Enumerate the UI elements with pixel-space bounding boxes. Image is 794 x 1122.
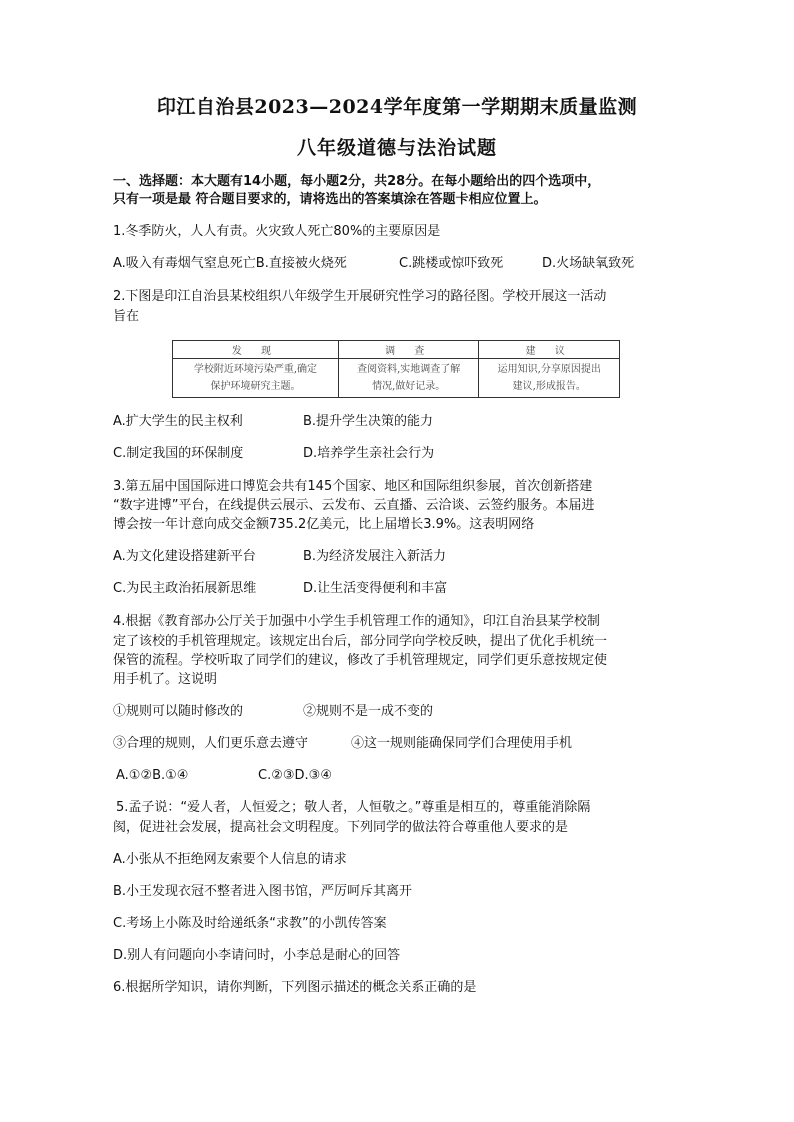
question-5-option-d: D.别人有问题向小李请问时，小李总是耐心的回答 bbox=[113, 948, 401, 963]
question-4-stem-line2: 定了该校的手机管理规定。该规定出台后，部分同学向学校反映，提出了优化手机统一 bbox=[113, 634, 608, 649]
question-3-option-c: C.为民主政治拓展新思维 bbox=[113, 581, 257, 596]
question-3-stem-line3: 博会按一年计意向成交金额735.2亿美元，比上届增长3.9%。这表明网络 bbox=[113, 517, 535, 532]
table-header-row bbox=[173, 341, 620, 359]
question-1-stem: 1.冬季防火，人人有责。火灾致人死亡80%的主要原因是 bbox=[113, 224, 441, 239]
question-1-option-ab: A.吸入有毒烟气窒息死亡B.直接被火烧死 bbox=[113, 256, 347, 271]
question-4-stem-line1: 4.根据《教育部办公厅关于加强中小学生手机管理工作的通知》，印江自治县某学校制 bbox=[113, 614, 600, 629]
table-cell-line: 运用知识,分享原因提出 bbox=[497, 364, 601, 375]
table-cell-line: 情况,做好记录。 bbox=[372, 381, 446, 392]
section-intro-line1: 一、选择题：本大题有14小题，每小题2分，共28分。在每小题给出的四个选项中， bbox=[113, 174, 601, 189]
question-2-stem-line2: 旨在 bbox=[113, 309, 140, 324]
question-2-stem-line1: 2.下图是印江自治县某校组织八年级学生开展研究性学习的路径图。学校开展这一活动 bbox=[113, 289, 607, 304]
table-cell-suggest bbox=[479, 359, 620, 398]
table-cell-line: 建议,形成报告。 bbox=[512, 381, 586, 392]
table-cell-line: 保护环境研究主题。 bbox=[210, 381, 301, 392]
question-1-option-c: C.跳楼或惊吓致死 bbox=[399, 256, 504, 271]
table-header-discover: 发 现 bbox=[173, 341, 339, 359]
table-row bbox=[173, 359, 620, 398]
question-1-option-d: D.火场缺氧致死 bbox=[542, 256, 635, 271]
question-3-stem-line2: “数字进博”平台，在线提供云展示、云发布、云直播、云洽谈、云签约服务。本届进 bbox=[113, 498, 595, 513]
question-4-statement-4: ④这一规则能确保同学们合理使用手机 bbox=[351, 736, 573, 751]
question-4-option-ab: A.①②B.①④ bbox=[116, 768, 189, 783]
question-4-stem-line4: 用手机了。这说明 bbox=[113, 672, 218, 687]
question-2-option-d: D.培养学生亲社会行为 bbox=[303, 446, 435, 461]
question-4-statement-1: ①规则可以随时修改的 bbox=[113, 704, 244, 719]
research-path-table bbox=[172, 340, 620, 398]
question-4-statement-3: ③合理的规则，人们更乐意去遵守 bbox=[113, 736, 309, 751]
question-3-option-b: B.为经济发展注入新活力 bbox=[303, 549, 447, 564]
question-2-option-b: B.提升学生决策的能力 bbox=[303, 414, 434, 429]
question-5-option-c: C.考场上小陈及时给递纸条“求教”的小凯传答案 bbox=[113, 916, 387, 931]
question-2-option-a: A.扩大学生的民主权利 bbox=[113, 414, 243, 429]
table-header-suggest: 建 议 bbox=[479, 341, 620, 359]
table-cell-line: 学校附近环境污染严重,确定 bbox=[193, 364, 318, 375]
question-3-stem-line1: 3.第五届中国国际进口博览会共有145个国家、地区和国际组织参展，首次创新搭建 bbox=[113, 479, 593, 494]
table-header-investigate: 调 查 bbox=[338, 341, 479, 359]
question-5-stem-line1: 5.孟子说：“爱人者，人恒爱之；敬人者，人恒敬之。”尊重是相互的，尊重能消除隔 bbox=[116, 800, 591, 815]
question-5-stem-line2: 阂，促进社会发展，提高社会文明程度。下列同学的做法符合尊重他人要求的是 bbox=[113, 820, 569, 835]
question-5-option-b: B.小王发现衣冠不整者进入图书馆，严厉呵斥其离开 bbox=[113, 884, 413, 899]
exam-title: 印江自治县2023—2024学年度第一学期期末质量监测 bbox=[156, 96, 638, 118]
table-cell-line: 查阅资料,实地调查了解 bbox=[357, 364, 461, 375]
question-6-stem: 6.根据所学知识，请你判断，下列图示描述的概念关系正确的是 bbox=[113, 980, 477, 995]
question-4-option-cd: C.②③D.③④ bbox=[258, 768, 332, 783]
question-5-option-a: A.小张从不拒绝网友索要个人信息的请求 bbox=[113, 852, 347, 867]
question-4-stem-line3: 保管的流程。学校听取了同学们的建议，修改了手机管理规定，同学们更乐意按规定使 bbox=[113, 653, 608, 668]
question-3-option-d: D.让生活变得便利和丰富 bbox=[303, 581, 448, 596]
question-4-statement-2: ②规则不是一成不变的 bbox=[303, 704, 434, 719]
question-2-option-c: C.制定我国的环保制度 bbox=[113, 446, 244, 461]
table-cell-discover bbox=[173, 359, 339, 398]
question-3-option-a: A.为文化建设搭建新平台 bbox=[113, 549, 256, 564]
exam-subtitle: 八年级道德与法治试题 bbox=[296, 137, 497, 159]
section-intro-line2: 只有一项是最 符合题目要求的，请将选出的答案填涂在答题卡相应位置上。 bbox=[113, 192, 547, 207]
table-cell-investigate bbox=[338, 359, 479, 398]
